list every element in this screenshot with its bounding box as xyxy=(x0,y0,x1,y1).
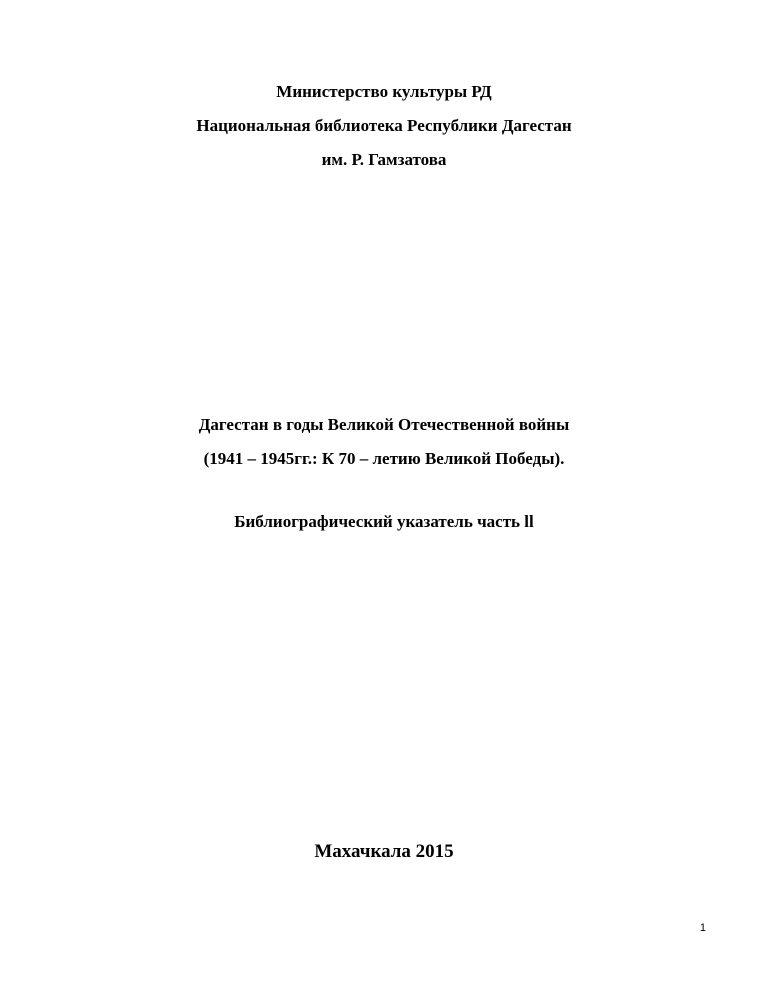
title-line-2: (1941 – 1945гг.: К 70 – летию Великой Победы). xyxy=(203,449,565,468)
title-line-1: Дагестан в годы Великой Отечественной войны xyxy=(198,415,570,434)
page-number: 1 xyxy=(699,922,706,934)
subtitle: Библиографический указатель часть ll xyxy=(234,512,534,531)
city-year: Махачкала 2015 xyxy=(314,841,454,862)
library-heading: Национальная библиотека Республики Дагестан xyxy=(196,116,572,135)
library-named-after: им. Р. Гамзатова xyxy=(321,150,447,169)
ministry-heading: Министерство культуры РД xyxy=(276,82,492,101)
